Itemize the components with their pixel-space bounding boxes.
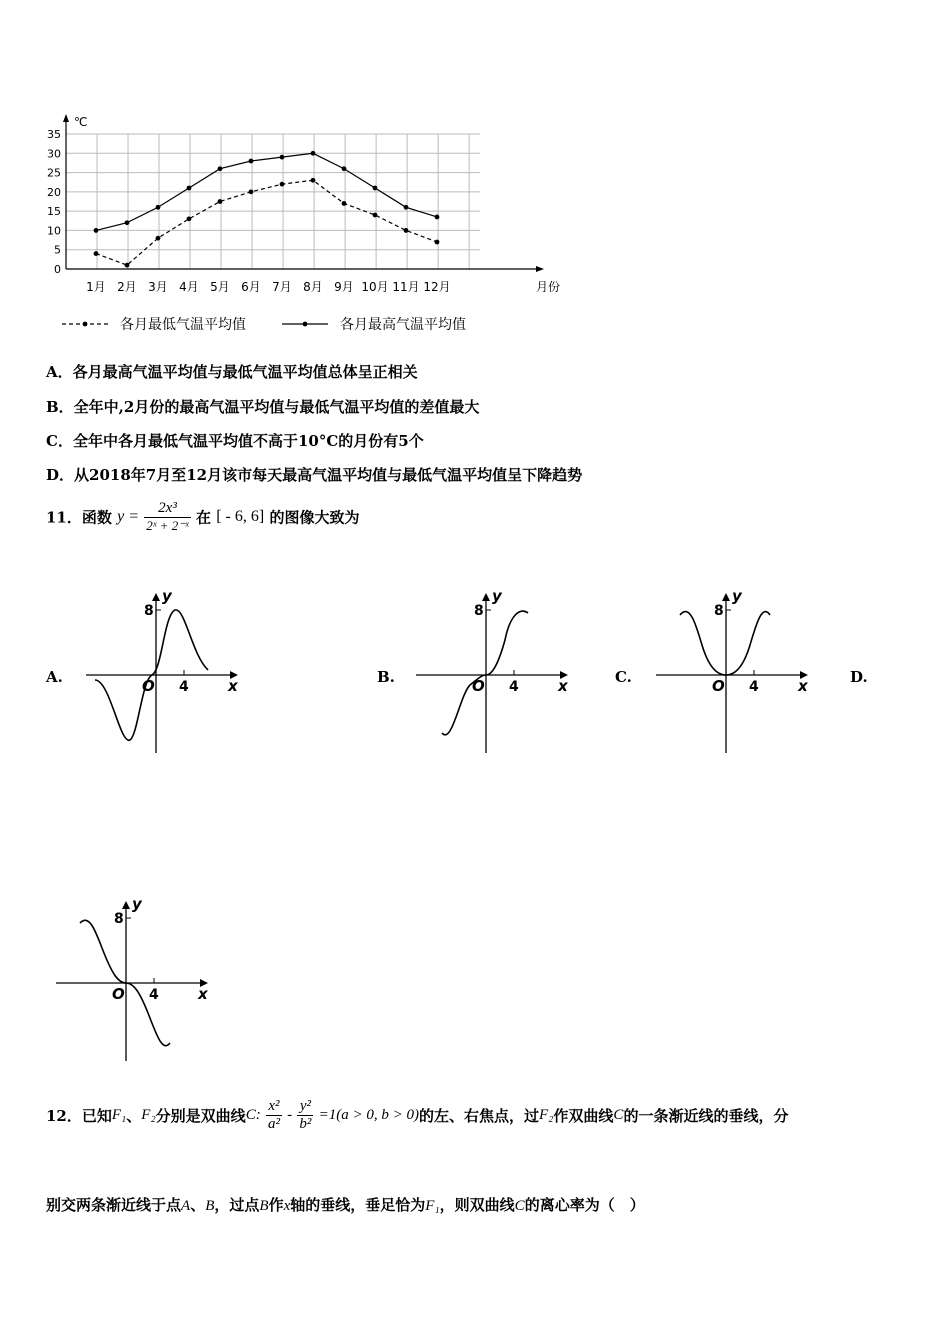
y-tick-label: 5: [54, 243, 61, 257]
tick-label-8: 8: [144, 603, 154, 619]
tick-label-8: 8: [474, 603, 484, 619]
data-point: [94, 228, 99, 233]
origin-label: O: [712, 677, 725, 695]
question-12-line2: 别交两条渐近线于点A、B，过点B作x轴的垂线，垂足恰为F₁，则双曲线C的离心率为（ ）: [46, 1196, 645, 1214]
graph-d: [50, 893, 220, 1068]
data-point: [435, 215, 440, 220]
y-label: y: [492, 587, 502, 605]
y-axis-arrow: [482, 593, 490, 601]
graph-c: [650, 585, 820, 760]
data-point: [280, 155, 285, 160]
graph-label-d: D.: [850, 668, 868, 686]
x-tick-label: 8月: [303, 280, 323, 294]
question-12-line1: 12．已知F₁、F₂分别是双曲线C: $\frac{\text{x²}}{\text{a²}}$ - $\frac{\text{y²}}{\text{b²}}$ =1(a > 0, b > 0)的左、右焦点，过F₂作双曲线C的一条渐近线的垂线，分: [46, 1098, 789, 1132]
data-point: [249, 159, 254, 164]
option-b: B．全年中,2月份的最高气温平均值与最低气温平均值的差值最大: [46, 398, 480, 416]
tick-label-4: 4: [149, 987, 159, 1003]
y-axis-arrow: [152, 593, 160, 601]
x-tick-label: 3月: [148, 280, 168, 294]
x-label: x: [198, 985, 208, 1003]
x-label: x: [228, 677, 238, 695]
series-line-0: [96, 180, 437, 265]
data-point: [156, 236, 161, 241]
data-point: [249, 189, 254, 194]
tick-label-4: 4: [749, 679, 759, 695]
data-point: [218, 166, 223, 171]
x-tick-label: 1月: [86, 280, 106, 294]
data-point: [342, 201, 347, 206]
tick-label-8: 8: [114, 911, 124, 927]
data-point: [373, 186, 378, 191]
graph-label-a: A.: [46, 668, 63, 686]
x-label: x: [558, 677, 568, 695]
graph-label-b: B.: [377, 668, 395, 686]
y-label: y: [132, 895, 142, 913]
data-point: [311, 178, 316, 183]
y-tick-label: 10: [47, 224, 61, 238]
data-point: [125, 220, 130, 225]
data-point: [404, 228, 409, 233]
x-unit-label: 月份: [536, 280, 561, 294]
curve-c: [680, 612, 770, 675]
x-tick-label: 11月: [392, 280, 420, 294]
curve-b: [442, 611, 528, 735]
data-point: [373, 213, 378, 218]
y-label: y: [732, 587, 742, 605]
data-point: [125, 263, 130, 268]
tick-label-4: 4: [509, 679, 519, 695]
graph-label-c: C.: [615, 668, 632, 686]
option-c: C．全年中各月最低气温平均值不高于10°C的月份有5个: [46, 432, 424, 450]
y-axis-arrow: [722, 593, 730, 601]
data-point: [311, 151, 316, 156]
data-point: [342, 166, 347, 171]
y-axis-arrow: [63, 114, 69, 122]
temperature-chart: [40, 110, 561, 342]
x-tick-label: 9月: [334, 280, 354, 294]
y-tick-label: 35: [47, 128, 61, 141]
y-tick-label: 15: [47, 205, 61, 219]
origin-label: O: [112, 985, 125, 1003]
data-point: [187, 186, 192, 191]
data-point: [94, 251, 99, 256]
y-tick-label: 0: [54, 263, 61, 276]
y-label: y: [162, 587, 172, 605]
x-tick-label: 6月: [241, 280, 261, 294]
x-tick-label: 7月: [272, 280, 292, 294]
graph-b: [410, 585, 580, 760]
data-point: [187, 216, 192, 221]
origin-label: O: [142, 677, 155, 695]
y-unit-label: ℃: [74, 115, 88, 129]
chart-legend: [62, 316, 466, 333]
graph-a: [80, 585, 250, 760]
legend-label: 各月最高气温平均值: [340, 317, 466, 333]
x-tick-label: 5月: [210, 280, 230, 294]
chart-axes: [47, 114, 560, 294]
origin-label: O: [472, 677, 485, 695]
x-label: x: [798, 677, 808, 695]
data-point: [218, 199, 223, 204]
legend-marker: [303, 322, 308, 327]
data-point: [156, 205, 161, 210]
legend-label: 各月最低气温平均值: [120, 317, 246, 333]
data-point: [404, 205, 409, 210]
data-point: [280, 182, 285, 187]
x-tick-label: 12月: [423, 280, 451, 294]
x-tick-label: 4月: [179, 280, 199, 294]
tick-label-4: 4: [179, 679, 189, 695]
question-11: 11．函数 y = $\frac{\text{2x³}}{\text{2ˣ + 2⁻ˣ}}$ 在 [ - 6, 6] 的图像大致为: [46, 500, 360, 533]
x-tick-label: 10月: [361, 280, 389, 294]
option-d: D．从2018年7月至12月该市每天最高气温平均值与最低气温平均值呈下降趋势: [46, 466, 583, 484]
legend-marker: [83, 322, 88, 327]
tick-label-8: 8: [714, 603, 724, 619]
y-tick-label: 25: [47, 166, 61, 180]
data-point: [435, 240, 440, 245]
x-tick-label: 2月: [117, 280, 137, 294]
y-tick-label: 20: [47, 185, 61, 199]
y-axis-arrow: [122, 901, 130, 909]
y-tick-label: 30: [47, 147, 61, 161]
option-a: A．各月最高气温平均值与最低气温平均值总体呈正相关: [46, 363, 418, 381]
x-axis-arrow: [536, 266, 544, 272]
chart-grid: [66, 134, 480, 269]
